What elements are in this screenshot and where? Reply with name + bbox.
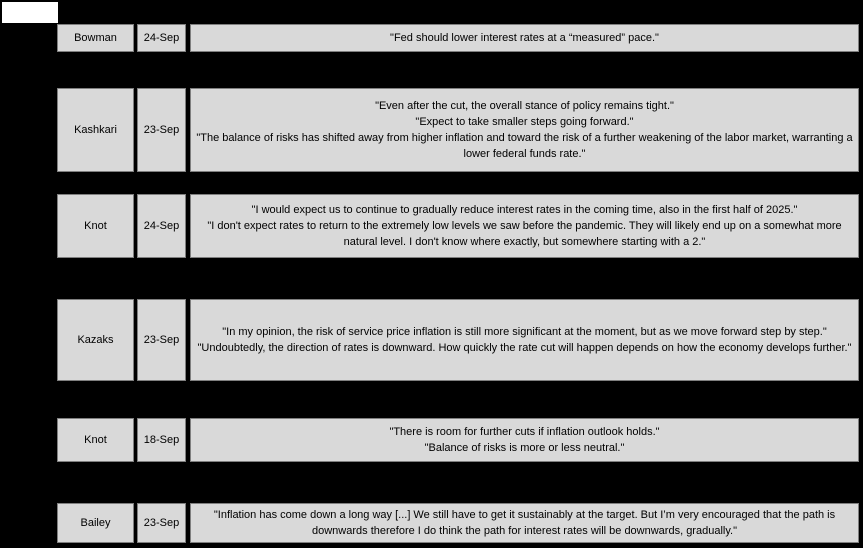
quote-line: "Fed should lower interest rates at a “measured” pace." (390, 32, 659, 44)
speaker-cell: Knot (57, 194, 134, 258)
quote-line: "The balance of risks has shifted away from higher inflation and toward the risk of a further weakening of the labor market, warranting a lower federal funds rate." (196, 132, 853, 160)
date-cell: 24-Sep (137, 194, 186, 258)
date-cell: 23-Sep (137, 88, 186, 172)
quote-cell (190, 88, 859, 172)
quote-line: "Undoubtedly, the direction of rates is downward. How quickly the rate cut will happen depends on how the economy develops further." (197, 342, 852, 354)
date-cell: 23-Sep (137, 503, 186, 543)
quote-cell (190, 503, 859, 543)
quote-line: "There is room for further cuts if inflation outlook holds." (389, 426, 660, 438)
quote-cell (190, 194, 859, 258)
quote-line: "Inflation has come down a long way [...] We still have to get it sustainably at the target. But I’m very encouraged that the path is downwards therefore I do think the path for interest rates will be downwards, gradually." (213, 509, 836, 537)
quote-line: "I don't expect rates to return to the extremely low levels we saw before the pandemic. They will likely end up on a somewhat more natural level. I don't know where exactly, but somewhere starting with a 2." (207, 220, 842, 248)
speaker-cell: Bailey (57, 503, 134, 543)
speaker-cell: Bowman (57, 24, 134, 52)
quote-line: "Even after the cut, the overall stance of policy remains tight." (375, 100, 674, 112)
speaker-cell: Knot (57, 418, 134, 462)
quote-cell (190, 418, 859, 462)
corner-blank-cell (2, 2, 58, 23)
date-cell: 24-Sep (137, 24, 186, 52)
date-cell: 23-Sep (137, 299, 186, 381)
quote-line: "Expect to take smaller steps going forward." (415, 116, 634, 128)
quote-cell (190, 299, 859, 381)
quote-line: "I would expect us to continue to gradually reduce interest rates in the coming time, also in the first half of 2025." (251, 204, 798, 216)
quote-line: "In my opinion, the risk of service price inflation is still more significant at the moment, but as we move forward step by step." (222, 326, 827, 338)
speaker-cell: Kashkari (57, 88, 134, 172)
speaker-cell: Kazaks (57, 299, 134, 381)
date-cell: 18-Sep (137, 418, 186, 462)
quote-line: "Balance of risks is more or less neutral." (424, 442, 625, 454)
quote-cell (190, 24, 859, 52)
